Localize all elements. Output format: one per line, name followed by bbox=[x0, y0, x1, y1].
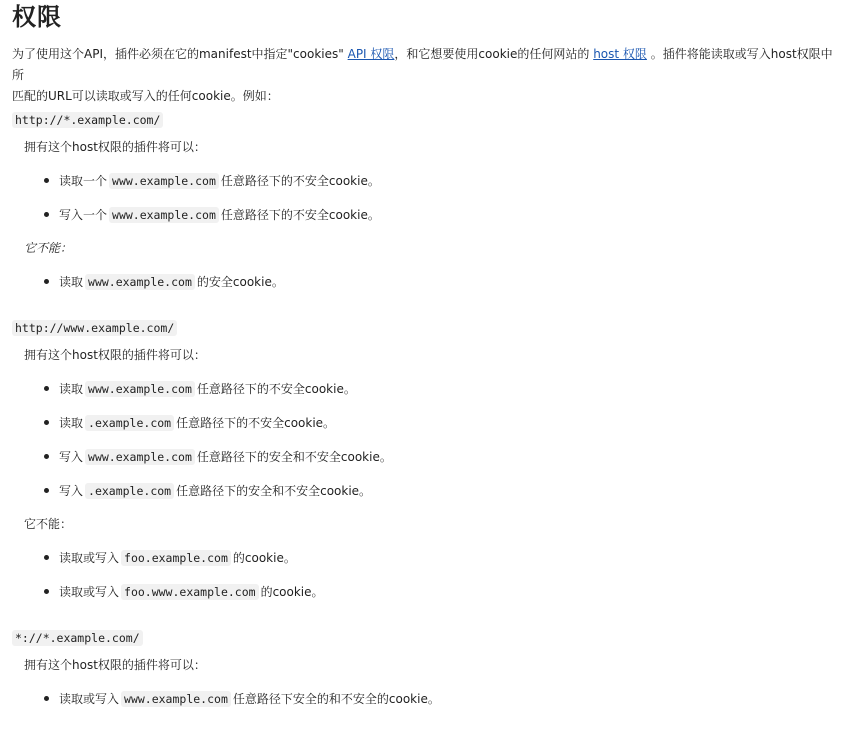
bullet-icon bbox=[44, 696, 49, 701]
item-prefix: 写入 bbox=[59, 484, 84, 498]
item-suffix: 任意路径下的安全和不安全cookie。 bbox=[176, 484, 372, 498]
api-permission-link[interactable]: API 权限 bbox=[347, 47, 395, 61]
item-code: .example.com bbox=[85, 483, 174, 499]
item-code: .example.com bbox=[85, 415, 174, 431]
intro-text-3: 。插件将能读取或写入host权限中所 bbox=[12, 47, 833, 82]
item-suffix: 的安全cookie。 bbox=[196, 275, 284, 289]
bullet-icon bbox=[44, 454, 49, 459]
intro-paragraph bbox=[12, 44, 841, 107]
pattern-code: *://*.example.com/ bbox=[12, 630, 143, 646]
item-code: www.example.com bbox=[85, 449, 195, 465]
list-item bbox=[44, 172, 380, 190]
item-code: www.example.com bbox=[121, 691, 231, 707]
item-code: www.example.com bbox=[85, 274, 195, 290]
bullet-icon bbox=[44, 212, 49, 217]
item-prefix: 读取或写入 bbox=[59, 551, 120, 565]
list-item bbox=[44, 690, 440, 708]
bullet-icon bbox=[44, 488, 49, 493]
list-item bbox=[44, 273, 284, 291]
pattern-code-block bbox=[12, 320, 177, 336]
list-item bbox=[44, 448, 392, 466]
can-label: 拥有这个host权限的插件将可以： bbox=[24, 348, 206, 362]
item-suffix: 任意路径下的不安全cookie。 bbox=[196, 382, 356, 396]
list-item bbox=[44, 414, 335, 432]
list-item bbox=[44, 482, 371, 500]
bullet-icon bbox=[44, 279, 49, 284]
item-prefix: 写入一个 bbox=[59, 208, 108, 222]
pattern-code: http://*.example.com/ bbox=[12, 112, 163, 128]
item-suffix: 任意路径下的不安全cookie。 bbox=[220, 174, 380, 188]
list-item bbox=[44, 380, 356, 398]
bullet-icon bbox=[44, 555, 49, 560]
item-suffix: 任意路径下安全的和不安全的cookie。 bbox=[232, 692, 440, 706]
pattern-code: http://www.example.com/ bbox=[12, 320, 177, 336]
item-suffix: 任意路径下的不安全cookie。 bbox=[220, 208, 380, 222]
page-title: 权限 bbox=[12, 3, 62, 31]
cannot-label: 它不能： bbox=[24, 517, 73, 531]
item-suffix: 的cookie。 bbox=[260, 585, 324, 599]
intro-text-4: 匹配的URL可以读取或写入的任何cookie。例如： bbox=[12, 89, 279, 103]
item-prefix: 读取或写入 bbox=[59, 585, 120, 599]
item-suffix: 任意路径下的不安全cookie。 bbox=[176, 416, 336, 430]
bullet-icon bbox=[44, 178, 49, 183]
cannot-label: 它不能： bbox=[24, 241, 73, 255]
host-permission-link[interactable]: host 权限 bbox=[593, 47, 647, 61]
intro-text-1: 为了使用这个API，插件必须在它的manifest中指定"cookies" bbox=[12, 47, 344, 61]
item-suffix: 任意路径下的安全和不安全cookie。 bbox=[196, 450, 392, 464]
list-item bbox=[44, 549, 296, 567]
pattern-code-block bbox=[12, 112, 163, 128]
item-prefix: 读取 bbox=[59, 416, 84, 430]
item-prefix: 读取或写入 bbox=[59, 692, 120, 706]
item-suffix: 的cookie。 bbox=[232, 551, 296, 565]
item-prefix: 读取 bbox=[59, 382, 84, 396]
item-prefix: 读取一个 bbox=[59, 174, 108, 188]
bullet-icon bbox=[44, 386, 49, 391]
intro-text-2: ，和它想要使用cookie的任何网站的 bbox=[394, 47, 590, 61]
list-item bbox=[44, 206, 380, 224]
item-code: foo.example.com bbox=[121, 550, 231, 566]
pattern-code-block bbox=[12, 630, 143, 646]
item-prefix: 读取 bbox=[59, 275, 84, 289]
bullet-icon bbox=[44, 589, 49, 594]
list-item bbox=[44, 583, 324, 601]
item-code: foo.www.example.com bbox=[121, 584, 259, 600]
can-label: 拥有这个host权限的插件将可以： bbox=[24, 140, 206, 154]
item-code: www.example.com bbox=[85, 381, 195, 397]
bullet-icon bbox=[44, 420, 49, 425]
item-prefix: 写入 bbox=[59, 450, 84, 464]
item-code: www.example.com bbox=[109, 207, 219, 223]
item-code: www.example.com bbox=[109, 173, 219, 189]
page bbox=[0, 0, 853, 107]
can-label: 拥有这个host权限的插件将可以： bbox=[24, 658, 206, 672]
